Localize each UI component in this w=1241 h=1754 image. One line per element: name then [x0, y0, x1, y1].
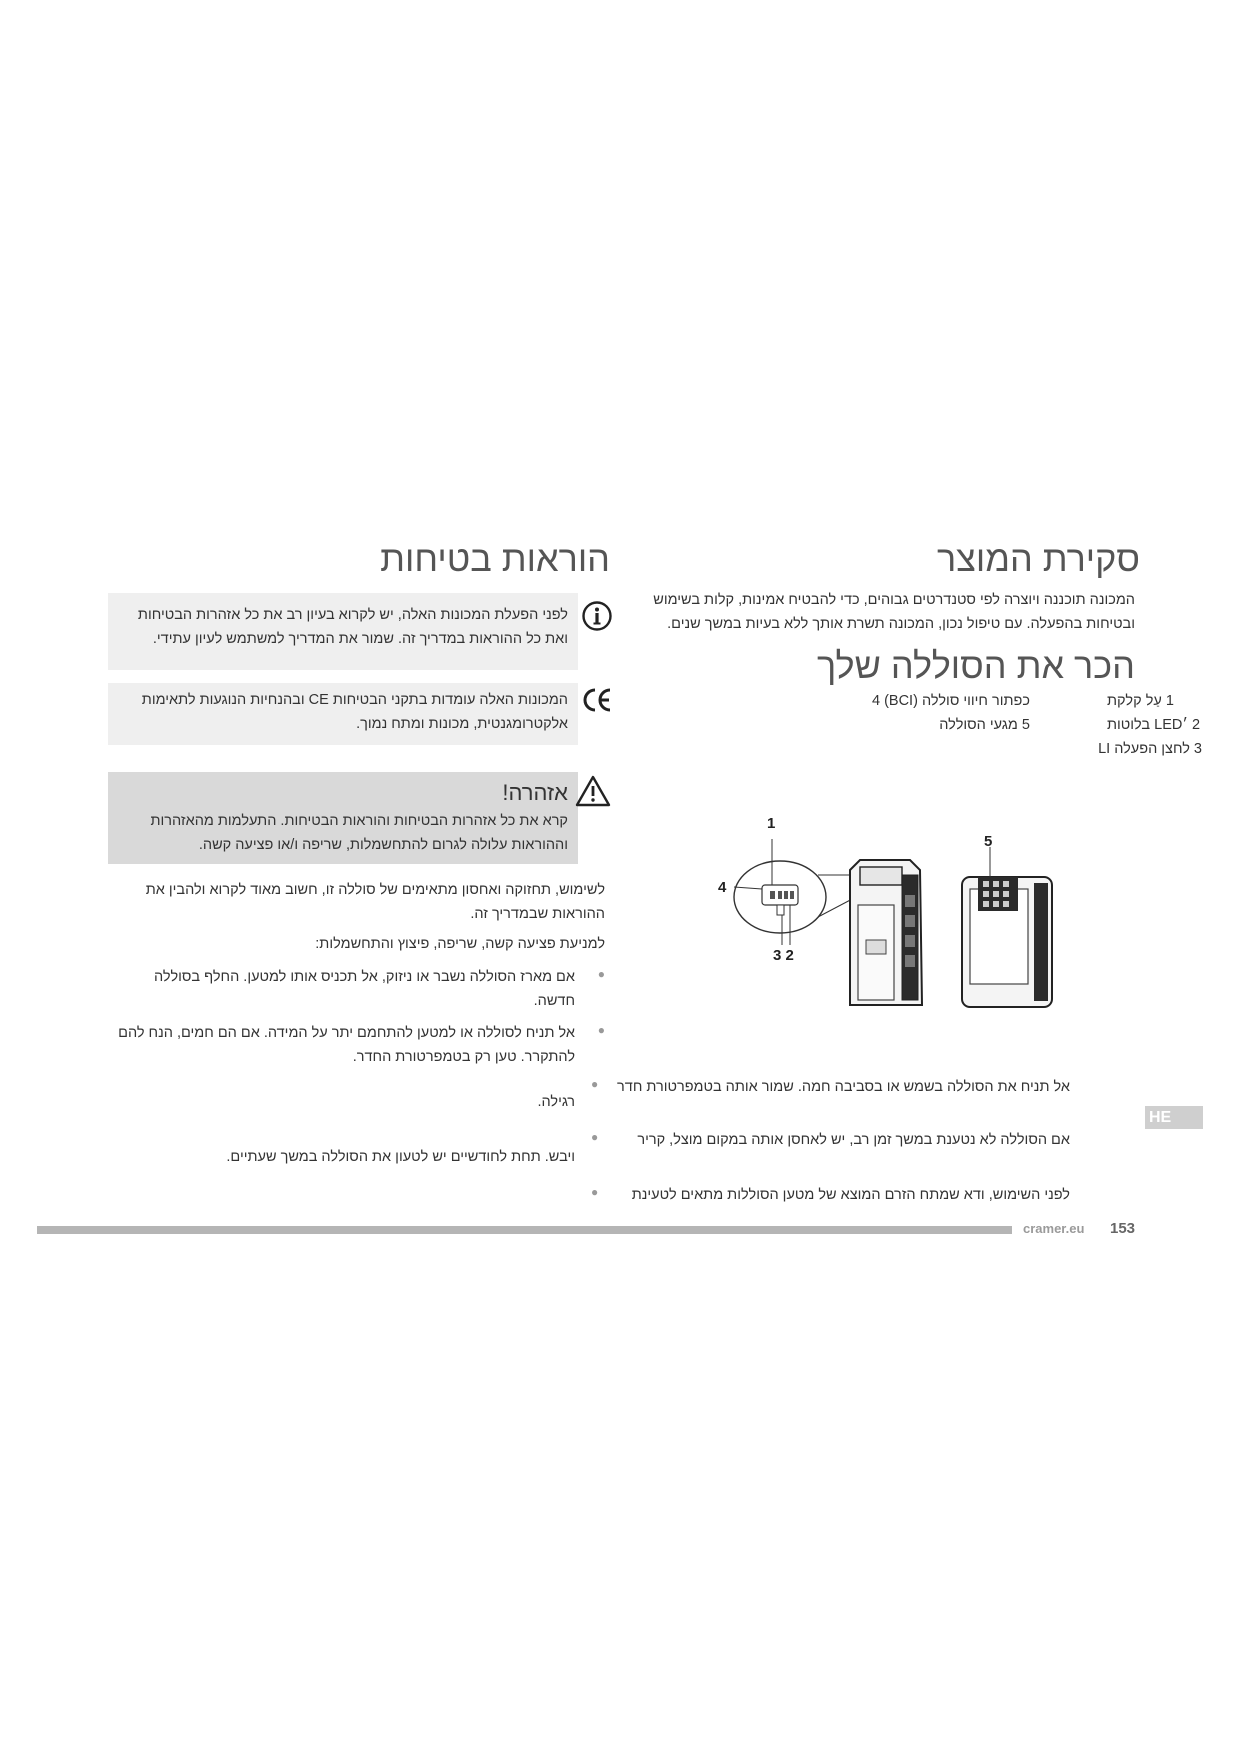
list-item: לפני השימוש, ודא שמתח הזרם המוצא של מטען הסוללות מתאים לטעינת [631, 1187, 1070, 1203]
usage-intro: לשימוש, תחזוקה ואחסון מתאימים של סוללה זו, חשוב מאוד לקרוא ולהבין את ההוראות שבמדריך זה. [145, 882, 605, 922]
info-notice [108, 593, 578, 670]
diagram-label-2-3: 3 2 [773, 947, 794, 964]
ce-mark-icon [581, 686, 613, 714]
part-label-4: 4 (BCI) כפתור חיווי סוללה [871, 693, 1030, 709]
prevention-line: למניעת פציעה קשה, שריפה, פיצוץ והתחשמלות: [315, 936, 605, 952]
text-fragment: רגילה. [537, 1094, 575, 1110]
list-item: אם מארז הסוללה נשבר או ניזוק, אל תכניס אותו למטען. החלף בסוללה חדשה. [154, 969, 575, 1009]
ce-notice-text: המכונות האלה עומדות בתקני הבטיחות CE ובהנחיות הנוגעות לתאימות אלקטרומגנטית, מכונות ומתח נמוך. [141, 692, 568, 732]
part-label-3: 3 לחצן הפעלה LI [1098, 741, 1202, 757]
bullet-dot: ● [591, 1185, 599, 1199]
diagram-label-5: 5 [984, 833, 993, 850]
ce-notice [108, 683, 578, 745]
warning-text: קרא את כל אזהרות הבטיחות והוראות הבטיחות. התעלמות מהאזהרות וההוראות עלולה לגרום להתחשמלות, שריפה ו/או פציעה קשה. [150, 813, 568, 853]
list-item: אל תניח לסוללה או למטען להתחמם יתר על המידה. אם הם חמים, הנח להם להתקרר. טען רק בטמפרטורת החדר. [118, 1025, 575, 1065]
language-tab-he[interactable]: HE [1145, 1106, 1203, 1129]
warning-heading: אזהרה! [502, 780, 568, 805]
part-label-2: 2 ׳LED בלוטות [1107, 717, 1201, 733]
battery-diagram [700, 815, 1070, 1025]
bullet-dot: ● [597, 967, 605, 981]
diagram-label-1: 1 [767, 815, 776, 832]
text-fragment: ויבש. תחת לחודשיים יש לטעון את הסוללה במשך שעתיים. [226, 1149, 575, 1165]
warning-box [108, 772, 578, 864]
list-item: אם הסוללה לא נטענת במשך זמן רב, יש לאחסן אותה במקום מוצל, קריר [637, 1132, 1070, 1148]
bullet-dot: ● [597, 1023, 605, 1037]
page-number: 153 [1110, 1220, 1136, 1237]
footer-site[interactable]: cramer.eu [1023, 1221, 1085, 1236]
warning-triangle-icon [575, 775, 611, 807]
footer-bar [37, 1226, 1012, 1234]
part-label-5: 5 מגעי הסוללה [939, 717, 1030, 733]
safety-title: הוראות בטיחות [380, 538, 610, 579]
bullet-dot: ● [591, 1077, 599, 1091]
diagram-label-4: 4 [718, 879, 727, 896]
info-icon [581, 600, 613, 632]
info-notice-text: לפני הפעלת המכונות האלה, יש לקרוא בעיון רב את כל אזהרות הבטיחות ואת כל ההוראות במדריך זה. שמור את המדריך למשתמש לעיון עתידי. [137, 607, 568, 647]
list-item: אל תניח את הסוללה בשמש או בסביבה חמה. שמור אותה בטמפרטורת חדר [617, 1079, 1070, 1095]
know-battery-title: הכר את הסוללה שלך [817, 645, 1135, 686]
bullet-dot: ● [591, 1130, 599, 1144]
product-intro: המכונה תוכננה ויוצרה לפי סטנדרטים גבוהים, כדי להבטיח אמינות, קלות בשימוש ובטיחות בהפעלה. עם טיפול נכון, המכונה תשרת אותך ללא בעיות במשך שנים. [653, 592, 1135, 632]
product-overview-title: סקירת המוצר [937, 538, 1140, 579]
part-label-1: 1 עַל קלקת [1107, 693, 1174, 709]
